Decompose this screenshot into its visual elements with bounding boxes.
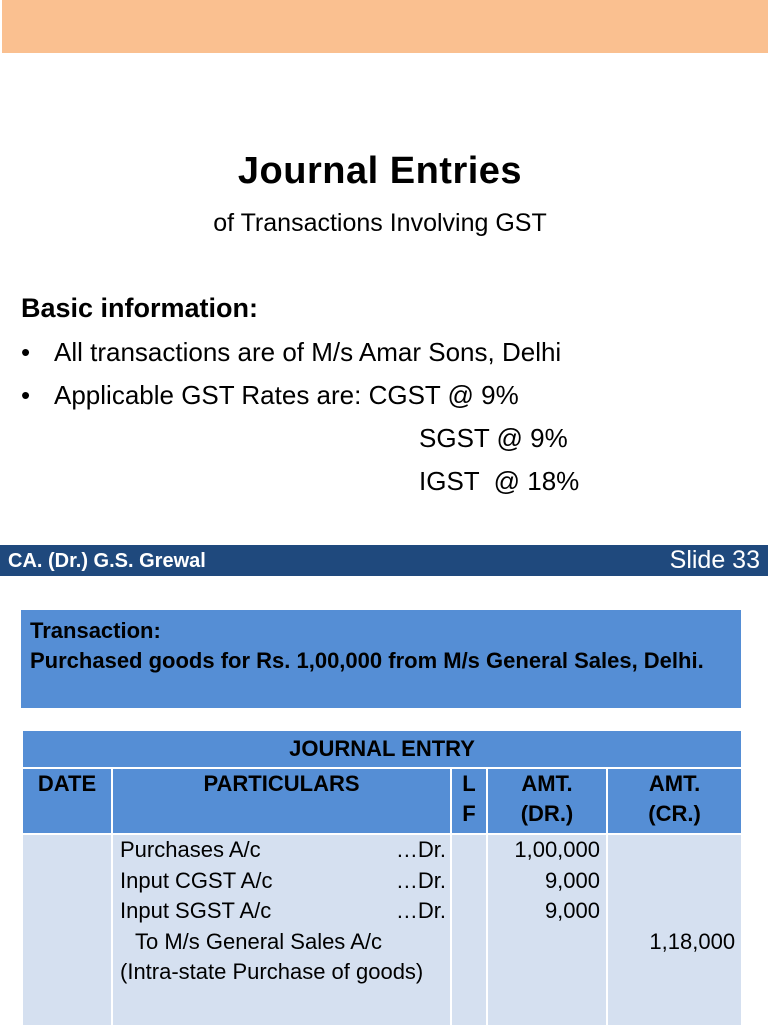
slide-number: Slide 33 [669,546,760,574]
bullet-dot-icon: • [21,337,31,367]
journal-header-row [22,768,742,834]
entry-account: Purchases A/c [120,837,261,862]
page-title: Journal Entries [237,150,523,192]
col-amt-cr [607,768,742,834]
transaction-box [21,610,741,708]
bullet-item [21,380,519,411]
col-particulars: PARTICULARS [112,768,451,834]
transaction-label: Transaction: [30,618,161,643]
debit-amount: 9,000 [544,867,600,893]
entry-dr: …Dr. [395,898,446,923]
lf-cell [451,834,487,1026]
date-cell [22,834,112,1026]
journal-table [21,729,743,1027]
col-lf-line2: F [462,801,476,826]
entry-line [113,896,450,927]
credit-amount-cell [607,834,742,1026]
transaction-text: Purchased goods for Rs. 1,00,000 from M/s General Sales, Delhi. [30,648,704,673]
credit-spacer [608,835,735,927]
col-amt-dr-line1: AMT. [521,771,573,796]
table-row [22,834,742,1026]
entry-dr: …Dr. [395,867,446,893]
particulars-cell [112,834,451,1026]
credit-amount: 1,18,000 [649,928,736,954]
bullet-dot-icon: • [21,380,31,410]
bullet-text: Applicable GST Rates are: CGST @ 9% [54,380,519,410]
footer-bar [0,545,768,576]
debit-amount: 1,00,000 [514,837,600,862]
footer-author: CA. (Dr.) G.S. Grewal [8,550,206,572]
col-amt-cr-line1: AMT. [648,771,701,796]
col-amt-cr-line2: (CR.) [648,801,701,826]
bullet-item [21,337,561,368]
top-band [2,0,768,53]
col-amt-dr-line2: (DR.) [520,801,574,826]
debit-amount: 9,000 [544,898,600,923]
journal-title: JOURNAL ENTRY [22,730,742,768]
entry-line [113,866,450,897]
rate-line-igst: IGST @ 18% [419,466,580,496]
narration: (Intra-state Purchase of goods) [120,959,424,984]
entry-line [113,835,450,866]
col-lf-line1: L [462,771,476,796]
credit-account: To M/s General Sales A/c [135,928,382,954]
bullet-text: All transactions are of M/s Amar Sons, Delhi [54,337,562,367]
page-subtitle: of Transactions Involving GST [213,209,547,237]
col-amt-dr [487,768,607,834]
col-date: DATE [22,768,112,834]
col-lf [451,768,487,834]
debit-amount-cell [487,834,607,1026]
entry-account: Input CGST A/c [120,867,273,893]
entry-account: Input SGST A/c [120,898,272,923]
entry-dr: …Dr. [395,837,446,862]
rate-line-sgst: SGST @ 9% [419,423,568,453]
info-heading: Basic information: [21,293,259,323]
